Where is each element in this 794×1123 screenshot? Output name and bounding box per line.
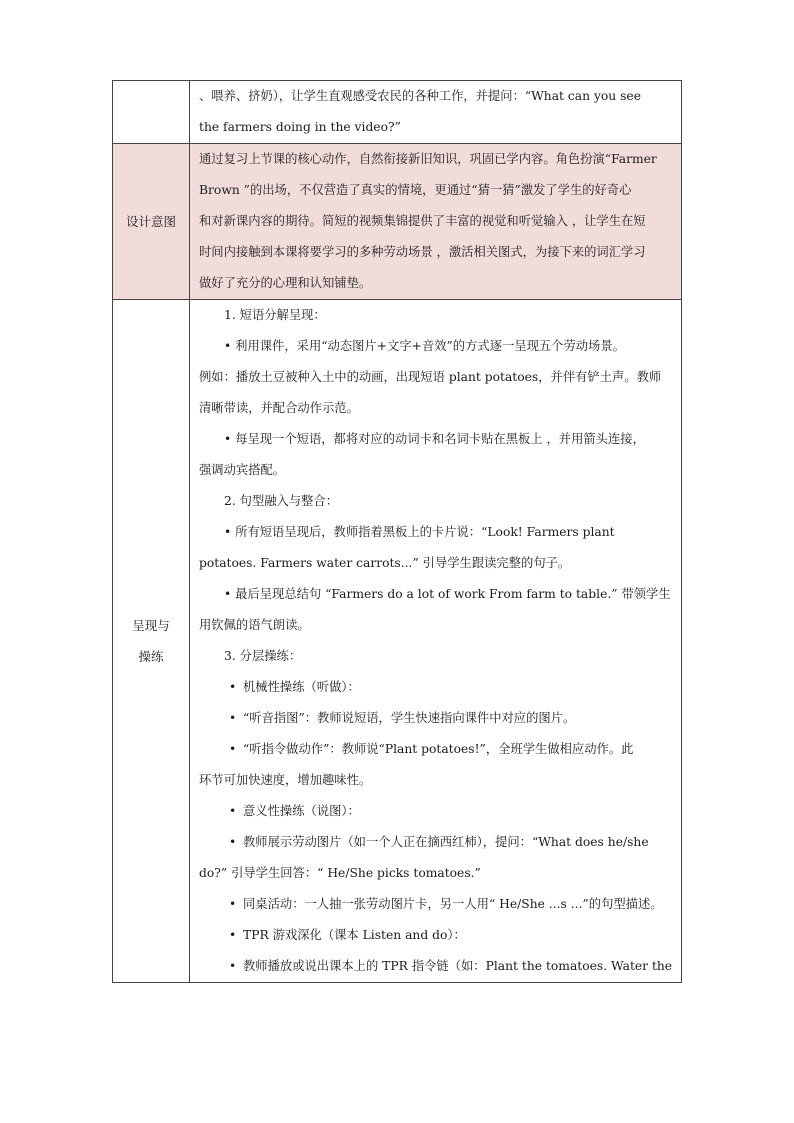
bullet-item	[199, 827, 675, 858]
bullet-icon: •	[229, 835, 237, 849]
bullet-icon: •	[229, 680, 237, 694]
row-content	[190, 144, 681, 299]
bullet-item	[199, 889, 675, 920]
bullet-text: 教师播放或说出课本上的 TPR 指令链（如：Plant the tomatoes. Water the	[243, 959, 673, 973]
lesson-plan-table	[112, 80, 682, 983]
bullet-text: TPR 游戏深化（课本 Listen and do）：	[243, 928, 466, 942]
bullet-line: • 最后呈现总结句 “Farmers do a lot of work From farm to table.” 带领学生	[224, 587, 671, 601]
bullet-item	[199, 672, 675, 703]
row-label-line: 操练	[138, 649, 164, 664]
text-line: 通过复习上节课的核心动作，自然衔接新旧知识，巩固已学内容。角色扮演“Farmer	[199, 152, 657, 166]
bullet-item	[199, 796, 675, 827]
bullet-icon: •	[229, 959, 237, 973]
text-line: potatoes. Farmers water carrots...” 引导学生跟读完整的句子。	[199, 556, 571, 570]
bullet-icon: •	[229, 804, 237, 818]
row-label-line: 呈现与	[132, 618, 170, 633]
section-heading: 3. 分层操练：	[224, 649, 302, 663]
text-line: 时间内接触到本课将要学习的多种劳动场景 ，激活相关图式，为接下来的词汇学习	[199, 245, 646, 259]
table-row-continuation	[113, 81, 681, 143]
bullet-text: 教师展示劳动图片（如一个人正在摘西红柿），提问：“What does he/she	[243, 835, 649, 849]
text-line: 用钦佩的语气朗读。	[199, 618, 310, 632]
bullet-item	[199, 734, 675, 765]
text-line: 例如：播放土豆被种入土中的动画，出现短语 plant potatoes，并伴有铲土声。教师	[199, 370, 662, 384]
text-line: 、喂养、挤奶），让学生直观感受农民的各种工作，并提问：“What can you see	[199, 89, 641, 103]
text-line: 清晰带读，并配合动作示范。	[199, 401, 359, 415]
text-line: 做好了充分的心理和认知铺垫。	[199, 276, 372, 290]
section-heading: 2. 句型融入与整合：	[224, 494, 339, 508]
bullet-icon: •	[229, 897, 237, 911]
bullet-icon: •	[229, 742, 237, 756]
bullet-text: “听音指图”：教师说短语，学生快速指向课件中对应的图片。	[243, 711, 576, 725]
section-heading: 1. 短语分解呈现：	[224, 308, 326, 322]
row-label-empty	[113, 81, 190, 143]
table-row-design-intent	[113, 143, 681, 299]
text-line: 环节可加快速度，增加趣味性。	[199, 773, 372, 787]
text-line: do?” 引导学生回答：“ He/She picks tomatoes.”	[199, 866, 481, 880]
row-label-presentation-practice	[113, 300, 190, 982]
bullet-item	[199, 951, 675, 982]
bullet-line: • 利用课件，采用“动态图片+文字+音效”的方式逐一呈现五个劳动场景。	[224, 339, 625, 353]
text-line: Brown ”的出场，不仅营造了真实的情境，更通过“猜一猜”激发了学生的好奇心	[199, 183, 632, 197]
row-content	[190, 81, 681, 143]
bullet-text: “听指令做动作”：教师说“Plant potatoes!”，全班学生做相应动作。此	[243, 742, 634, 756]
bullet-line: • 每呈现一个短语，都将对应的动词卡和名词卡贴在黑板上 ，并用箭头连接，	[224, 432, 645, 446]
row-label-design-intent: 设计意图	[113, 144, 190, 299]
text-line: 强调动宾搭配。	[199, 463, 286, 477]
text-line: 和对新课内容的期待。简短的视频集锦提供了丰富的视觉和听觉输入 ，让学生在短	[199, 214, 646, 228]
bullet-text: 同桌活动：一人抽一张劳动图片卡，另一人用“ He/She ...s ...”的句型描述。	[243, 897, 663, 911]
table-row-presentation-practice	[113, 299, 681, 982]
bullet-text: 机械性操练（听做）：	[243, 680, 360, 694]
bullet-item	[199, 920, 675, 951]
bullet-text: 意义性操练（说图）：	[243, 804, 360, 818]
text-line: the farmers doing in the video?”	[199, 120, 401, 134]
bullet-item	[199, 703, 675, 734]
bullet-icon: •	[229, 711, 237, 725]
row-content	[190, 300, 681, 982]
bullet-line: • 所有短语呈现后，教师指着黑板上的卡片说：“Look! Farmers plant	[224, 525, 615, 539]
bullet-icon: •	[229, 928, 237, 942]
